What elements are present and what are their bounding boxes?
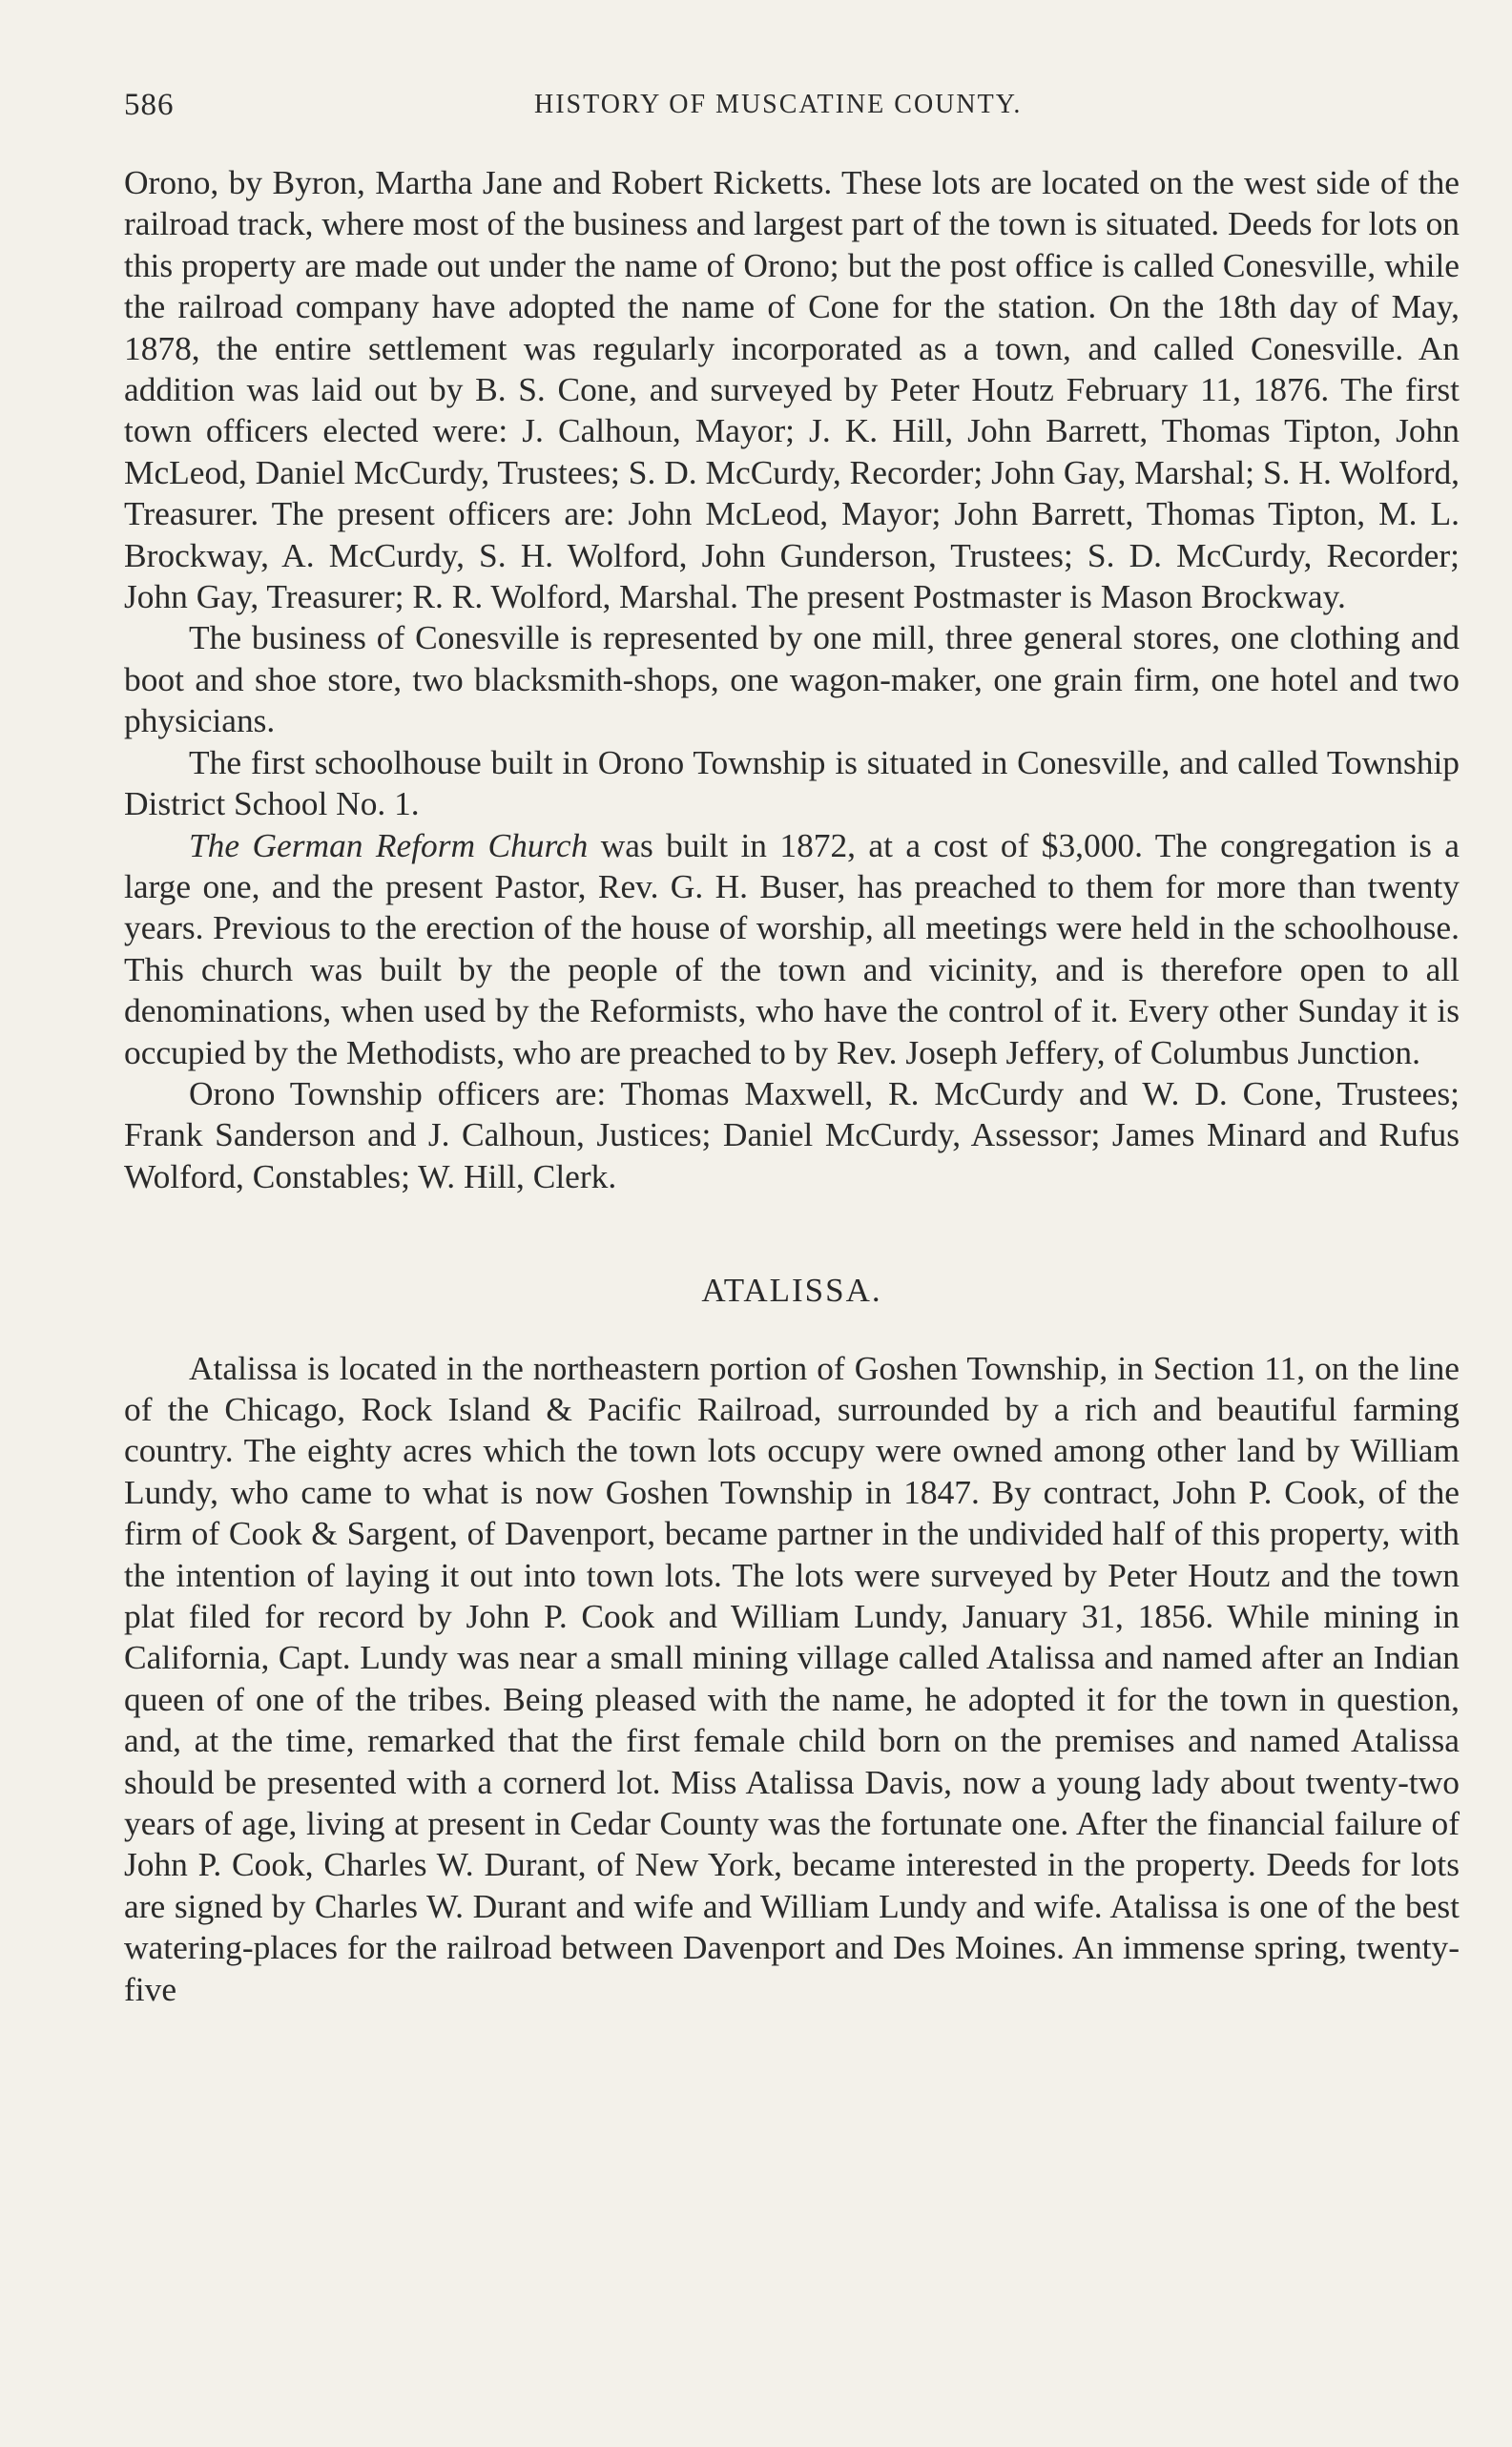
paragraph-orono-continued: Orono, by Byron, Martha Jane and Robert Ricketts. These lots are located on the west side of the railroad track, where most of the business and largest part of the town is situated. Deeds for lots on this property are made out under the name of Orono; but the post office is called Conesville, while the railroad company have adopted the name of Cone for the station. On the 18th day of May, 1878, the entire settlement was regularly incorporated as a town, and called Conesville. An addition was laid out by B. S. Cone, and surveyed by Peter Houtz February 11, 1876. The first town officers elected were: J. Calhoun, Mayor; J. K. Hill, John Barrett, Thomas Tipton, John McLeod, Daniel McCurdy, Trustees; S. D. McCurdy, Recorder; John Gay, Marshal; S. H. Wolford, Treasurer. The present officers are: John McLeod, Mayor; John Barrett, Thomas Tipton, M. L. Brockway, A. McCurdy, S. H. Wolford, John Gunderson, Trustees; S. D. McCurdy, Recorder; John Gay, Treasurer; R. R. Wolford, Marshal. The present Postmaster is Mason Brockway. <box>124 163 1460 616</box>
running-head <box>124 88 1460 130</box>
paragraph-first-schoolhouse: The first schoolhouse built in Orono Township is situated in Conesville, and called Township District School No. 1. <box>124 742 1460 823</box>
church-name-italic: The German Reform Church <box>189 825 589 864</box>
running-title: HISTORY OF MUSCATINE COUNTY. <box>534 90 1023 119</box>
paragraph-atalissa: Atalissa is located in the northeastern portion of Goshen Township, in Section 11, on the line of the Chicago, Rock Island & Pacific Railroad, surrounded by a rich and beautiful farming country. The eighty acres which the town lots occupy were owned among other land by William Lundy, who came to what is now Goshen Township in 1847. By contract, John P. Cook, of the firm of Cook & Sargent, of Davenport, became partner in the undivided half of this property, with the intention of laying it out into town lots. The lots were surveyed by Peter Houtz and the town plat filed for record by John P. Cook and William Lundy, January 31, 1856. While mining in California, Capt. Lundy was near a small mining village called Atalissa and named after an Indian queen of one of the tribes. Being pleased with the name, he adopted it for the town in question, and, at the time, remarked that the first female child born on the premises and named Atalissa should be presented with a cornerd lot. Miss Atalissa Davis, now a young lady about twenty-two years of age, living at present in Cedar County was the fortunate one. After the financial failure of John P. Cook, Charles W. Durant, of New York, became interested in the property. Deeds for lots are signed by Charles W. Durant and wife and William Lundy and wife. Atalissa is one of the best watering-places for the railroad between Davenport and Des Moines. An immense spring, twenty-five <box>124 1348 1460 2008</box>
church-paragraph-text: was built in 1872, at a cost of $3,000. The congregation is a large one, and the present Pastor, Rev. G. H. Buser, has preached to them for more than twenty years. Previous to the erection of the house of worship, all meetings were held in the schoolhouse. This church was built by the people of the town and vicinity, and is therefore open to all denominations, when used by the Reformists, who have the control of it. Every other Sunday it is occupied by the Methodists, who are preached to by Rev. Joseph Jeffery, of Columbus Junction. <box>124 825 1460 1071</box>
body-text <box>124 162 1460 2010</box>
paragraph-german-reform-church <box>124 825 1460 1073</box>
page-number: 586 <box>124 88 175 122</box>
paragraph-township-officers: Orono Township officers are: Thomas Maxwell, R. McCurdy and W. D. Cone, Trustees; Frank Sanderson and J. Calhoun, Justices; Daniel McCurdy, Assessor; James Minard and Rufus Wolford, Constables; W. Hill, Clerk. <box>124 1073 1460 1195</box>
paragraph-conesville-business: The business of Conesville is represented by one mill, three general stores, one clothing and boot and shoe store, two blacksmith-shops, one wagon-maker, one grain firm, one hotel and two physicians. <box>124 618 1460 740</box>
section-heading-atalissa: ATALISSA. <box>701 1272 882 1310</box>
